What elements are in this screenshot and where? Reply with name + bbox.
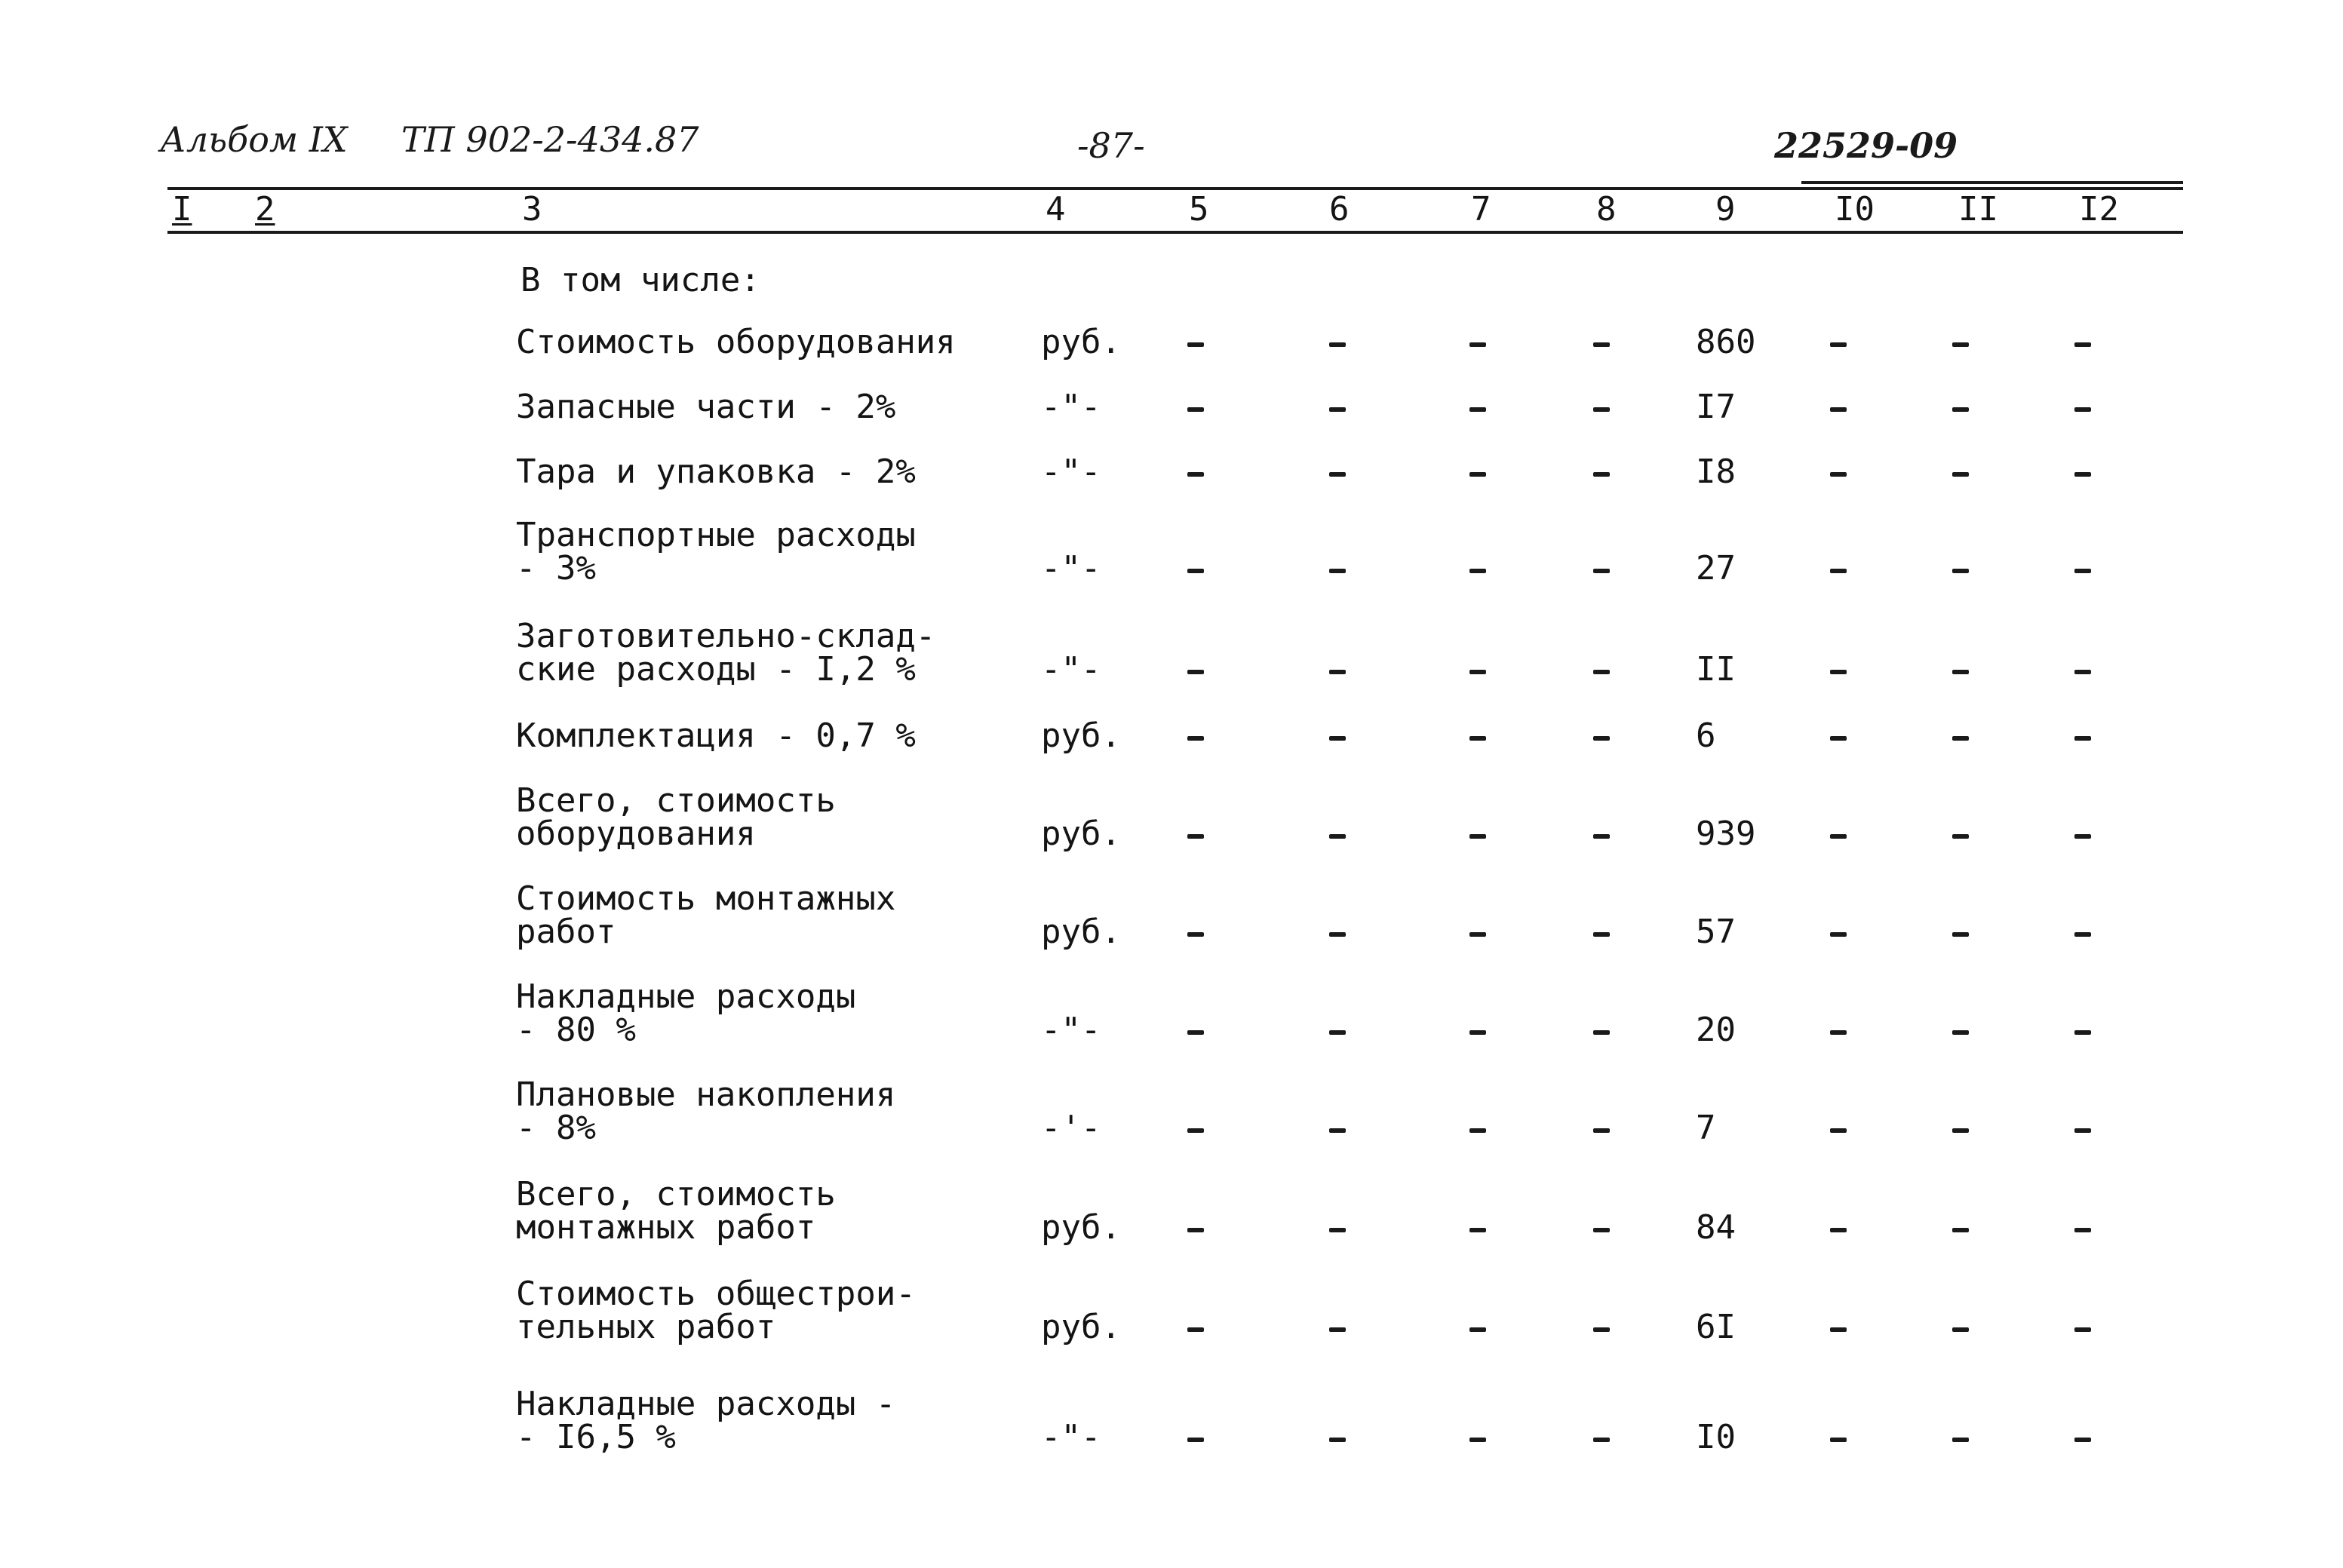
unit-cell: руб.	[1041, 1208, 1121, 1247]
dash-mark	[1830, 736, 1847, 741]
dash-mark	[1187, 932, 1204, 937]
dash-mark	[1469, 1128, 1486, 1133]
dash-mark	[2074, 407, 2091, 412]
row-description: Тара и упаковка - 2%	[516, 453, 916, 491]
dash-mark	[1830, 342, 1847, 347]
column-number-11: II	[1958, 190, 1998, 229]
col9-cell: 84	[1696, 1208, 1736, 1247]
unit-cell: руб.	[1041, 913, 1121, 951]
row-description: Запасные части - 2%	[516, 388, 896, 426]
document-code: 22529-09	[1774, 125, 1958, 166]
dash-mark	[1952, 1228, 1969, 1232]
row-description: Заготовительно-склад- ские расходы - I,2 %	[516, 617, 936, 689]
dash-mark	[1593, 472, 1610, 477]
dash-mark	[1187, 1438, 1204, 1442]
dash-mark	[1187, 736, 1204, 741]
dash-mark	[1830, 834, 1847, 839]
dash-mark	[1329, 1128, 1346, 1133]
col9-cell: I8	[1696, 453, 1736, 491]
column-number-7: 7	[1471, 190, 1491, 229]
project-code: ТП 902-2-434.87	[401, 119, 699, 160]
dash-mark	[1952, 569, 1969, 573]
unit-cell: -'-	[1041, 1109, 1101, 1147]
dash-mark	[1187, 1228, 1204, 1232]
dash-mark	[1593, 834, 1610, 839]
column-number-9: 9	[1715, 190, 1736, 229]
dash-mark	[1469, 736, 1486, 741]
dash-mark	[1329, 932, 1346, 937]
dash-mark	[1952, 932, 1969, 937]
album-label: Альбом IX	[160, 119, 348, 160]
col9-cell: 6I	[1696, 1308, 1736, 1346]
col9-cell: 20	[1696, 1011, 1736, 1049]
unit-cell: -"-	[1041, 388, 1101, 426]
dash-mark	[2074, 736, 2091, 741]
row-description: Стоимость монтажных работ	[516, 879, 896, 951]
column-number-12: I2	[2079, 190, 2119, 229]
dash-mark	[1469, 472, 1486, 477]
row-description: Комплектация - 0,7 %	[516, 716, 916, 755]
unit-cell: руб.	[1041, 716, 1121, 755]
dash-mark	[1469, 1438, 1486, 1442]
dash-mark	[1187, 1128, 1204, 1133]
dash-mark	[1830, 407, 1847, 412]
unit-cell: руб.	[1041, 815, 1121, 853]
unit-cell: -"-	[1041, 1418, 1101, 1456]
dash-mark	[1593, 407, 1610, 412]
dash-mark	[1469, 834, 1486, 839]
dash-mark	[1187, 472, 1204, 477]
dash-mark	[1593, 670, 1610, 674]
unit-cell: руб.	[1041, 323, 1121, 361]
dash-mark	[1830, 472, 1847, 477]
col9-cell: 939	[1696, 815, 1756, 853]
dash-mark	[1329, 407, 1346, 412]
unit-cell: -"-	[1041, 453, 1101, 491]
unit-cell: -"-	[1041, 1011, 1101, 1049]
dash-mark	[1469, 1228, 1486, 1232]
dash-mark	[1593, 932, 1610, 937]
column-number-4: 4	[1046, 190, 1066, 229]
unit-cell: -"-	[1041, 549, 1101, 588]
column-number-2: 2	[255, 190, 275, 229]
col9-cell: 7	[1696, 1109, 1716, 1147]
dash-mark	[1593, 342, 1610, 347]
dash-mark	[1830, 1228, 1847, 1232]
col9-cell: 27	[1696, 549, 1736, 588]
dash-mark	[1952, 407, 1969, 412]
dash-mark	[1593, 1438, 1610, 1442]
dash-mark	[2074, 1128, 2091, 1133]
dash-mark	[1830, 1030, 1847, 1035]
column-number-5: 5	[1189, 190, 1209, 229]
dash-mark	[1952, 1030, 1969, 1035]
col9-cell: 57	[1696, 913, 1736, 951]
row-description: Всего, стоимость монтажных работ	[516, 1175, 836, 1247]
dash-mark	[2074, 472, 2091, 477]
dash-mark	[2074, 1030, 2091, 1035]
dash-mark	[1187, 1327, 1204, 1332]
dash-mark	[1329, 1030, 1346, 1035]
col9-cell: I7	[1696, 388, 1736, 426]
dash-mark	[1187, 1030, 1204, 1035]
dash-mark	[1830, 569, 1847, 573]
row-description: Транспортные расходы - 3%	[516, 516, 916, 588]
column-number-8: 8	[1596, 190, 1617, 229]
unit-cell: руб.	[1041, 1308, 1121, 1346]
dash-mark	[1593, 1228, 1610, 1232]
row-description: Всего, стоимость оборудования	[516, 781, 836, 853]
header-top-rule-long	[167, 187, 2183, 190]
header-top-rule	[1801, 181, 2183, 184]
dash-mark	[1952, 670, 1969, 674]
dash-mark	[1952, 834, 1969, 839]
dash-mark	[1329, 342, 1346, 347]
dash-mark	[1830, 932, 1847, 937]
row-description: Плановые накопления - 8%	[516, 1076, 896, 1147]
dash-mark	[1593, 1327, 1610, 1332]
column-number-1: I	[172, 190, 192, 229]
col9-cell: I0	[1696, 1418, 1736, 1456]
column-number-6: 6	[1329, 190, 1350, 229]
dash-mark	[2074, 670, 2091, 674]
dash-mark	[1469, 407, 1486, 412]
dash-mark	[1593, 1030, 1610, 1035]
dash-mark	[1329, 1228, 1346, 1232]
column-number-10: I0	[1835, 190, 1875, 229]
dash-mark	[1329, 1438, 1346, 1442]
dash-mark	[1952, 342, 1969, 347]
dash-mark	[1952, 1438, 1969, 1442]
dash-mark	[1952, 1128, 1969, 1133]
dash-mark	[1329, 834, 1346, 839]
dash-mark	[1593, 736, 1610, 741]
dash-mark	[1952, 736, 1969, 741]
dash-mark	[2074, 342, 2091, 347]
row-description: Накладные расходы - - I6,5 %	[516, 1385, 896, 1456]
dash-mark	[1187, 407, 1204, 412]
dash-mark	[1952, 1327, 1969, 1332]
dash-mark	[1952, 472, 1969, 477]
dash-mark	[1593, 1128, 1610, 1133]
dash-mark	[1469, 342, 1486, 347]
dash-mark	[2074, 1327, 2091, 1332]
unit-cell: -"-	[1041, 650, 1101, 689]
dash-mark	[2074, 834, 2091, 839]
page-number: -87-	[1077, 125, 1145, 166]
dash-mark	[2074, 1438, 2091, 1442]
dash-mark	[1329, 670, 1346, 674]
dash-mark	[1469, 1327, 1486, 1332]
col9-cell: II	[1696, 650, 1736, 689]
dash-mark	[1187, 834, 1204, 839]
column-header-bottom-rule	[167, 231, 2183, 234]
dash-mark	[1830, 1128, 1847, 1133]
col9-cell: 860	[1696, 323, 1756, 361]
row-description: Накладные расходы - 80 %	[516, 977, 856, 1049]
dash-mark	[1187, 569, 1204, 573]
dash-mark	[1469, 569, 1486, 573]
dash-mark	[1469, 932, 1486, 937]
dash-mark	[1329, 736, 1346, 741]
dash-mark	[1469, 670, 1486, 674]
dash-mark	[1830, 670, 1847, 674]
row-description: Стоимость оборудования	[516, 323, 956, 361]
dash-mark	[1329, 569, 1346, 573]
dash-mark	[1329, 1327, 1346, 1332]
dash-mark	[2074, 932, 2091, 937]
dash-mark	[1187, 342, 1204, 347]
dash-mark	[1593, 569, 1610, 573]
dash-mark	[1830, 1327, 1847, 1332]
dash-mark	[2074, 569, 2091, 573]
row-description: Стоимость общестрои- тельных работ	[516, 1275, 916, 1346]
dash-mark	[2074, 1228, 2091, 1232]
col9-cell: 6	[1696, 716, 1716, 755]
subheading: В том числе:	[520, 261, 760, 299]
dash-mark	[1830, 1438, 1847, 1442]
dash-mark	[1187, 670, 1204, 674]
dash-mark	[1469, 1030, 1486, 1035]
dash-mark	[1329, 472, 1346, 477]
column-number-3: 3	[522, 190, 542, 229]
